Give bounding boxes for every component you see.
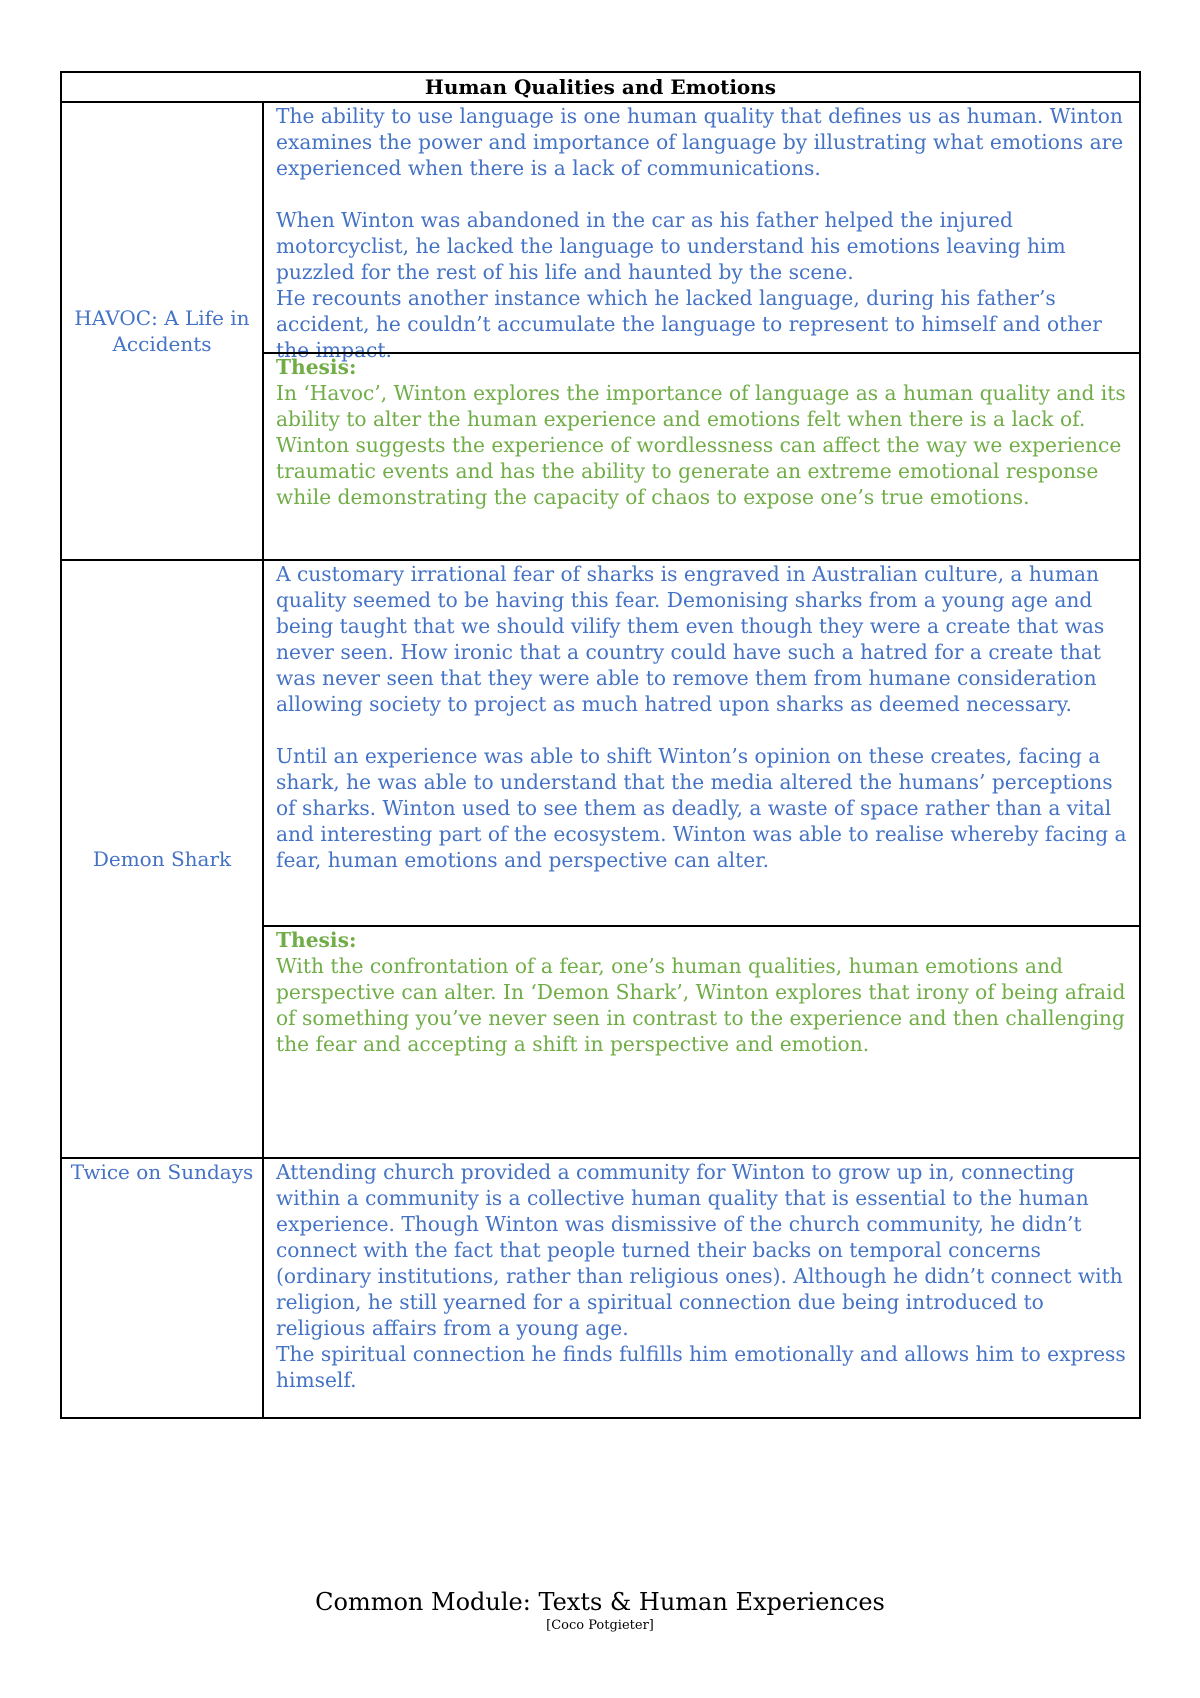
row-content [264, 561, 1139, 1157]
analysis-paragraph: He recounts another instance which he lacked language, during his father’s accident, he couldn’t accumulate the language to represent to himself and other the impact. [276, 286, 1102, 362]
analysis-paragraph: Attending church provided a community for Winton to grow up in, connecting within a community is a collective human quality that is essential to the human experience. Though Winton was dismissive of the church community, he didn’t connect with the fact that people turned their backs on temporal concerns (ordinary institutions, rather than religious ones). Although he didn’t connect with religion, he still yearned for a spiritual connection due being introduced to religious affairs from a young age. [276, 1160, 1123, 1340]
row-label: HAVOC: A Life in Accidents [62, 103, 264, 559]
thesis-paragraph: In ‘Havoc’, Winton explores the importance of language as a human quality and its ability to alter the human experience and emotions felt when there is a lack of. [276, 381, 1126, 431]
analysis-cell [264, 103, 1139, 362]
notes-table [60, 71, 1141, 1419]
row-label: Twice on Sundays [62, 1159, 264, 1417]
analysis-paragraph: A customary irrational fear of sharks is engraved in Australian culture, a human quality seemed to be having this fear. Demonising sharks from a young age and being taught that we should vilify them even though they were a create that was never seen. How ironic that a country could have such a hatred for a create that was never seen that they were able to remove them from humane consideration allowing society to project as much hatred upon sharks as deemed necessary. [276, 562, 1105, 716]
thesis-label: Thesis: [276, 355, 357, 379]
table-row-havoc [62, 103, 1139, 561]
analysis-paragraph: When Winton was abandoned in the car as his father helped the injured motorcyclist, he lacked the language to understand his emotions leaving him puzzled for the rest of his life and haunted by the scene. [276, 208, 1066, 284]
row-label: Demon Shark [62, 561, 264, 1157]
analysis-paragraph: Until an experience was able to shift Winton’s opinion on these creates, facing a shark, he was able to understand that the media altered the humans’ perceptions of sharks. Winton used to see them as deadly, a waste of space rather than a vital and interesting part of the ecosystem. Winton was able to realise whereby facing a fear, human emotions and perspective can alter. [276, 744, 1127, 872]
analysis-paragraph: The spiritual connection he finds fulfills him emotionally and allows him to express himself. [276, 1342, 1126, 1392]
thesis-cell [264, 352, 1139, 559]
thesis-label: Thesis: [276, 928, 357, 952]
thesis-paragraph: With the confrontation of a fear, one’s human qualities, human emotions and perspective can alter. In ‘Demon Shark’, Winton explores that irony of being afraid of something you’ve never seen in contrast to the experience and then challenging the fear and accepting a shift in perspective and emotion. [276, 954, 1126, 1056]
thesis-paragraph: Winton suggests the experience of wordlessness can affect the way we experience traumatic events and has the ability to generate an extreme emotional response while demonstrating the capacity of chaos to expose one’s true emotions. [276, 433, 1122, 509]
analysis-paragraph: The ability to use language is one human quality that defines us as human. Winton examines the power and importance of language by illustrating what emotions are experienced when there is a lack of communications. [276, 104, 1124, 180]
table-title: Human Qualities and Emotions [62, 73, 1139, 103]
row-content [264, 1159, 1139, 1417]
row-content [264, 103, 1139, 559]
footer-title: Common Module: Texts & Human Experiences [315, 1588, 885, 1616]
analysis-cell [264, 561, 1139, 925]
table-row-demon-shark [62, 561, 1139, 1159]
thesis-cell [264, 925, 1139, 1157]
footer-credit: [Coco Potgieter] [546, 1618, 654, 1633]
table-row-twice-on-sundays [62, 1159, 1139, 1417]
analysis-cell [264, 1159, 1139, 1417]
